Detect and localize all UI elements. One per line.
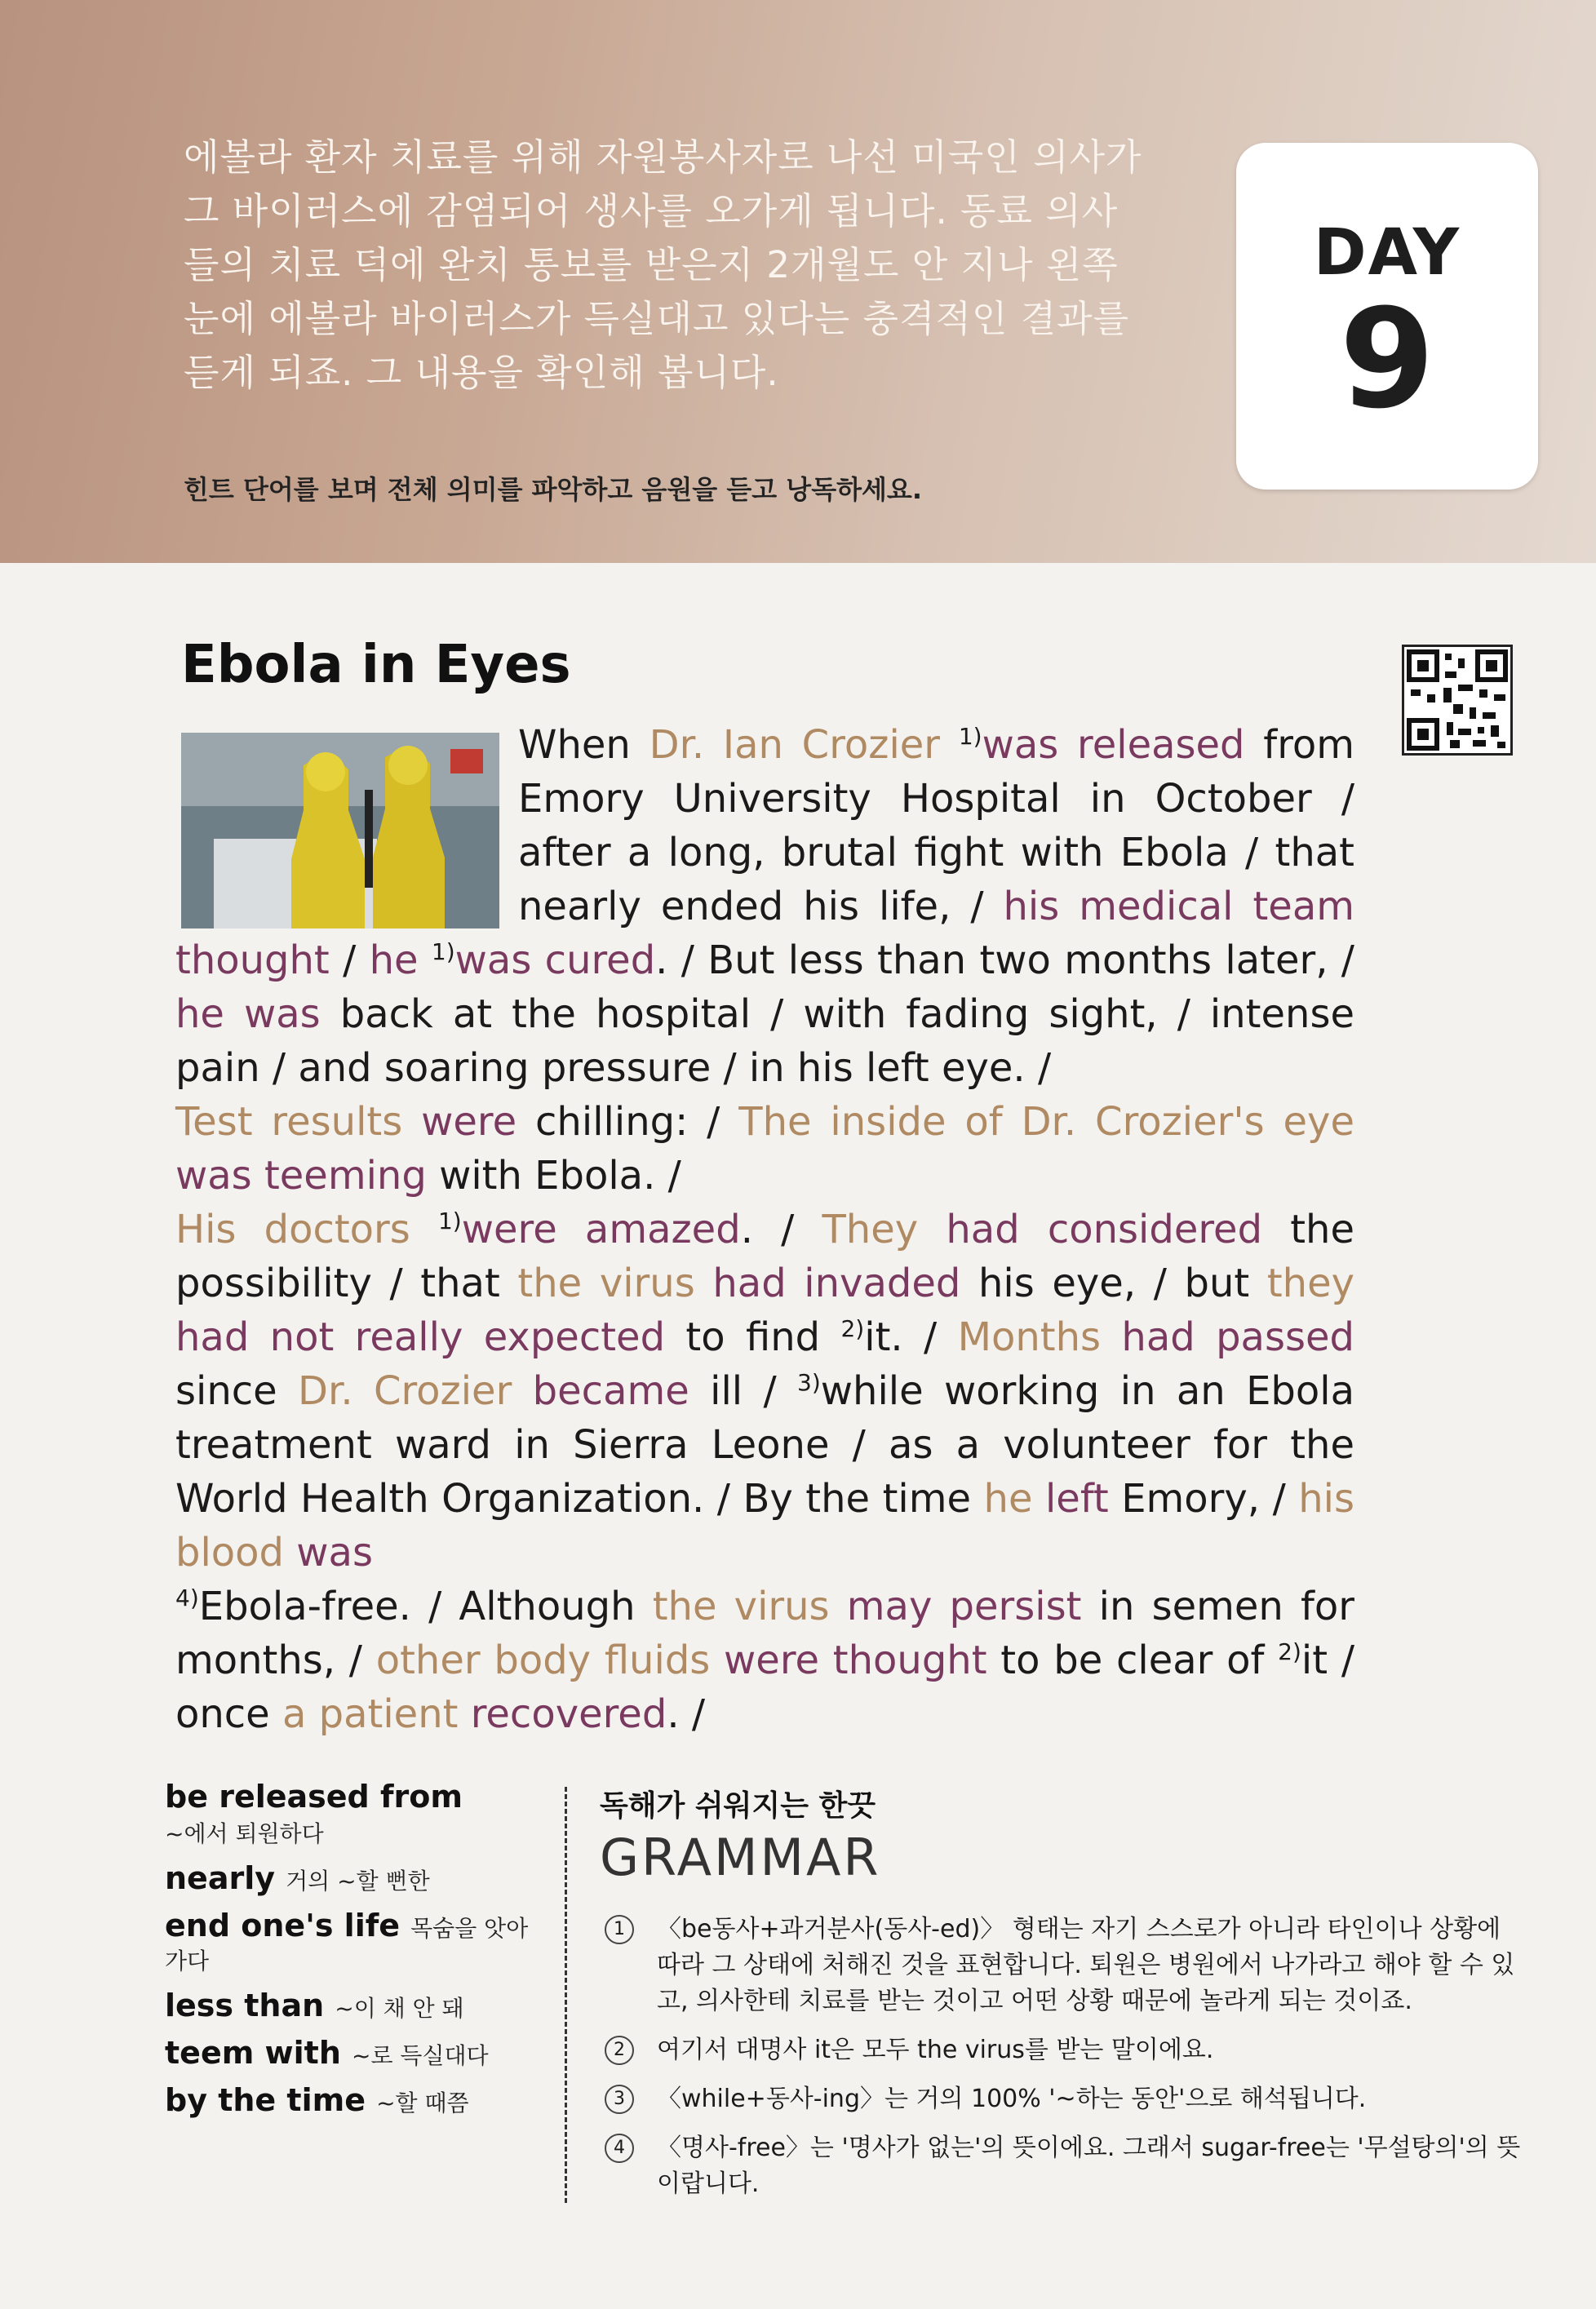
article-title: Ebola in Eyes <box>181 635 571 695</box>
grammar-text: 여기서 대명사 it은 모두 the virus를 받는 말이에요. <box>657 2036 1214 2064</box>
passage-text: Ebola-free. / Although <box>198 1584 653 1629</box>
vocab-meaning: ~에서 퇴원하다 <box>165 1820 324 1847</box>
passage-text: chilling: / <box>516 1099 739 1145</box>
note-marker: 4) <box>175 1584 199 1611</box>
vocab-word: nearly <box>165 1860 276 1896</box>
grammar-number: 3 <box>605 2085 634 2114</box>
vocab-item <box>165 1908 548 1976</box>
passage-text: . / But less than two months later, / <box>655 937 1354 983</box>
subject-highlight: Test results <box>175 1099 403 1145</box>
subject-highlight: he <box>369 937 419 983</box>
subject-highlight: they <box>1266 1261 1355 1306</box>
passage-text: the possibility / that <box>175 1207 1354 1306</box>
verb-highlight: had not really expected <box>175 1314 666 1360</box>
hint-text: 힌트 단어를 보며 전체 의미를 파악하고 음원을 듣고 낭독하세요. <box>184 474 922 505</box>
verb-highlight: had passed <box>1121 1314 1354 1360</box>
note-marker: 3) <box>797 1369 821 1396</box>
subject-highlight: the virus <box>652 1584 830 1629</box>
passage-text: back at the hospital / with fading sight, / intense pain / and soaring pressure / in his left eye. / <box>175 991 1354 1091</box>
article-passage <box>175 718 1354 1741</box>
note-marker: 2) <box>840 1315 865 1342</box>
subject-highlight: other body fluids <box>375 1638 711 1683</box>
grammar-number: 4 <box>605 2134 634 2163</box>
grammar-item <box>600 2081 1522 2117</box>
passage-text: When <box>518 722 649 768</box>
grammar-number: 1 <box>605 1915 634 1944</box>
photo-spacer <box>175 718 518 926</box>
vocab-item <box>165 2082 548 2118</box>
passage-text: from Emory University Hospital in October / after a long, brutal fight with Ebola / that nearly ended his life, / <box>518 722 1355 929</box>
vocab-meaning: ~할 때쯤 <box>376 2090 469 2116</box>
passage-text: his eye, / but <box>960 1261 1267 1306</box>
passage-text: since <box>175 1368 299 1414</box>
verb-highlight: was teeming <box>175 1153 427 1199</box>
day-card <box>1236 143 1538 490</box>
note-marker: 1) <box>431 938 455 965</box>
vocab-word: by the time <box>165 2082 366 2118</box>
verb-highlight: left <box>1044 1476 1109 1522</box>
passage-text: to be clear of <box>986 1638 1279 1683</box>
vocab-word: end one's life <box>165 1908 401 1943</box>
subject-highlight: Dr. Crozier <box>298 1368 512 1414</box>
vocab-meaning: ~이 채 안 돼 <box>335 1995 464 2022</box>
subject-highlight: Months <box>957 1314 1102 1360</box>
grammar-title: GRAMMAR <box>600 1828 881 1887</box>
vocab-list <box>165 1779 548 2130</box>
grammar-text: 〈명사-free〉는 '명사가 없는'의 뜻이에요. 그래서 sugar-free는 '무설탕의'의 뜻이랍니다. <box>657 2134 1521 2198</box>
column-divider <box>565 1787 567 2203</box>
verb-highlight: recovered <box>470 1691 667 1737</box>
verb-highlight: was released <box>982 722 1245 768</box>
verb-highlight: was <box>296 1530 373 1576</box>
verb-highlight: were <box>421 1099 517 1145</box>
passage-text: while working in an Ebola treatment ward in Sierra Leone / as a volunteer for the World Health Organization. / By the time <box>175 1368 1354 1522</box>
passage-text: / <box>329 937 370 983</box>
grammar-item <box>600 2032 1522 2068</box>
vocab-item <box>165 2035 548 2071</box>
passage-text: . / <box>740 1207 822 1252</box>
passage-text: it / once <box>175 1638 1354 1737</box>
verb-highlight: may persist <box>846 1584 1082 1629</box>
verb-highlight: was cured <box>454 937 656 983</box>
passage-text: it. / <box>864 1314 958 1360</box>
verb-highlight: were thought <box>724 1638 987 1683</box>
header-banner <box>0 0 1596 563</box>
subject-verb-highlight: he was <box>175 991 321 1037</box>
passage-text: to find <box>665 1314 841 1360</box>
vocab-word: be released from <box>165 1779 463 1815</box>
passage-text: . / <box>667 1691 705 1737</box>
subject-highlight: His doctors <box>175 1207 410 1252</box>
passage-text: Emory, / <box>1108 1476 1299 1522</box>
passage-text: with Ebola. / <box>426 1153 681 1199</box>
subject-highlight: he <box>983 1476 1033 1522</box>
subject-highlight: a patient <box>282 1691 459 1737</box>
verb-highlight: had invaded <box>712 1261 961 1306</box>
subject-highlight: They <box>822 1207 919 1252</box>
grammar-box <box>600 1783 1522 2215</box>
grammar-number: 2 <box>605 2036 634 2065</box>
grammar-text: 〈be동사+과거분사(동사-ed)〉 형태는 자기 스스로가 아니라 타인이나 상황에 따라 그 상태에 처해진 것을 표현합니다. 퇴원은 병원에서 나가라고 해야 할 수 있고, 의사한테 치료를 받는 것이고 어떤 상황 때문에 놀라게 되는 것이죠. <box>657 1915 1515 2015</box>
vocab-word: teem with <box>165 2035 341 2071</box>
qr-code-icon[interactable] <box>1402 645 1513 756</box>
vocab-meaning: 목숨을 앗아가다 <box>165 1915 529 1974</box>
grammar-item <box>600 1912 1522 2019</box>
note-marker: 1) <box>437 1208 462 1234</box>
vocab-item <box>165 1860 548 1896</box>
passage-text: in semen for months, / <box>175 1584 1355 1683</box>
verb-highlight: became <box>532 1368 689 1414</box>
grammar-item <box>600 2130 1522 2202</box>
note-marker: 1) <box>958 723 982 750</box>
verb-highlight: were amazed <box>461 1207 741 1252</box>
passage-text: ill / <box>689 1368 798 1414</box>
vocab-item <box>165 1779 548 1849</box>
vocab-meaning: 거의 ~할 뻔한 <box>286 1868 430 1895</box>
vocab-item <box>165 1988 548 2023</box>
subject-highlight: Dr. Ian Crozier <box>649 722 941 768</box>
grammar-text: 〈while+동사-ing〉는 거의 100% '~하는 동안'으로 해석됩니다. <box>657 2085 1367 2113</box>
subject-highlight: his blood <box>175 1476 1355 1576</box>
subject-highlight: the virus <box>517 1261 695 1306</box>
intro-text: 에볼라 환자 치료를 위해 자원봉사자로 나선 미국인 의사가 그 바이러스에 감염되어 생사를 오가게 됩니다. 동료 의사들의 치료 덕에 완치 통보를 받은지 2개월도 안 지나 왼쪽 눈에 에볼라 바이러스가 득실대고 있다는 충격적인 결과를 듣게 되죠. 그 내용을 확인해 봅니다. <box>184 135 1142 394</box>
day-label: DAY <box>1313 216 1461 290</box>
subject-highlight: The inside of Dr. Crozier's eye <box>738 1099 1354 1145</box>
clause-highlight: his medical team thought <box>175 884 1354 983</box>
vocab-word: less than <box>165 1988 325 2023</box>
verb-highlight: had considered <box>946 1207 1263 1252</box>
day-number: 9 <box>1339 279 1435 439</box>
grammar-heading: 독해가 쉬워지는 한끗 <box>600 1789 876 1823</box>
vocab-meaning: ~로 득실대다 <box>351 2042 489 2069</box>
note-marker: 2) <box>1278 1638 1301 1665</box>
